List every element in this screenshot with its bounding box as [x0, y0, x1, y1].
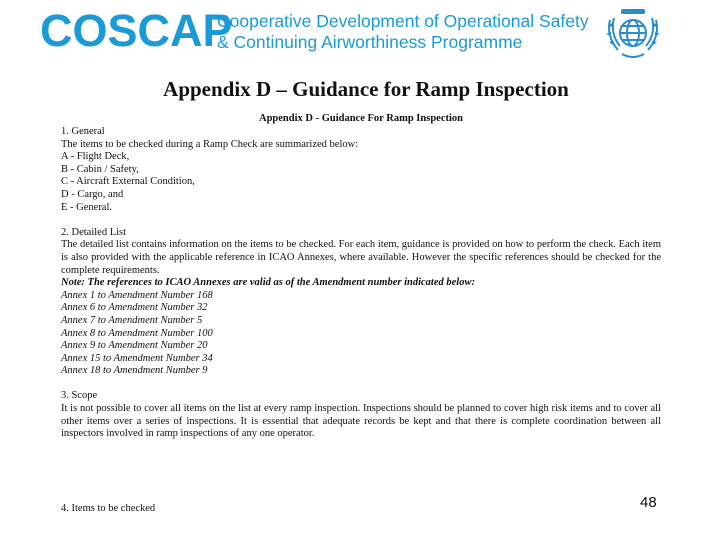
- header-banner: [0, 0, 720, 64]
- page-number: 48: [640, 494, 657, 511]
- list-item: A - Flight Deck,: [61, 151, 130, 163]
- document-body: [61, 126, 661, 441]
- detailed-list-heading: 2. Detailed List: [61, 226, 127, 238]
- detailed-list-paragraph: The detailed list contains information on the items to be checked. For each item, guidance is provided on how to perform the check. Each item is also provided with the applicable reference in ICAO Annexes, where available. However the specific references should be checked for the complete requirements.: [61, 239, 661, 276]
- items-to-check-heading: 4. Items to be checked: [61, 503, 156, 514]
- annex-item: Annex 15 to Amendment Number 34: [61, 352, 213, 364]
- list-item: C - Aircraft External Condition,: [61, 176, 195, 188]
- general-intro: The items to be checked during a Ramp Check are summarized below:: [61, 138, 359, 150]
- list-item: D - Cargo, and: [61, 188, 124, 200]
- scope-paragraph: It is not possible to cover all items on the list at every ramp inspection. Inspections should be planned to cover high risk items and to cover all other items over a series of inspections. It is essential that adequate records be kept and that there is complete coordination between all inspectors involved in ramp inspections of any one operator.: [61, 403, 661, 440]
- annex-item: Annex 9 to Amendment Number 20: [61, 340, 208, 352]
- scope-heading: 3. Scope: [61, 390, 98, 402]
- logo-subtitle-line1: Cooperative Development of Operational Safety: [217, 11, 589, 31]
- logo-subtitle-line2: & Continuing Airworthiness Programme: [217, 32, 523, 52]
- page-title: Appendix D – Guidance for Ramp Inspection: [163, 77, 569, 101]
- annex-item: Annex 6 to Amendment Number 32: [61, 302, 208, 314]
- document-subtitle: Appendix D - Guidance For Ramp Inspection: [258, 113, 463, 124]
- list-item: B - Cabin / Safety,: [61, 163, 139, 175]
- annex-item: Annex 18 to Amendment Number 9: [61, 365, 208, 377]
- annex-item: Annex 7 to Amendment Number 5: [61, 314, 203, 326]
- annex-item: Annex 1 to Amendment Number 168: [61, 289, 213, 301]
- annex-note: Note: The references to ICAO Annexes are valid as of the Amendment number indicated below:: [61, 277, 475, 289]
- annex-item: Annex 8 to Amendment Number 100: [61, 327, 213, 339]
- icao-emblem-icon: [600, 6, 666, 66]
- coscap-logo-text: COSCAP: [40, 5, 233, 56]
- general-heading: 1. General: [61, 126, 105, 137]
- list-item: E - General.: [61, 201, 113, 213]
